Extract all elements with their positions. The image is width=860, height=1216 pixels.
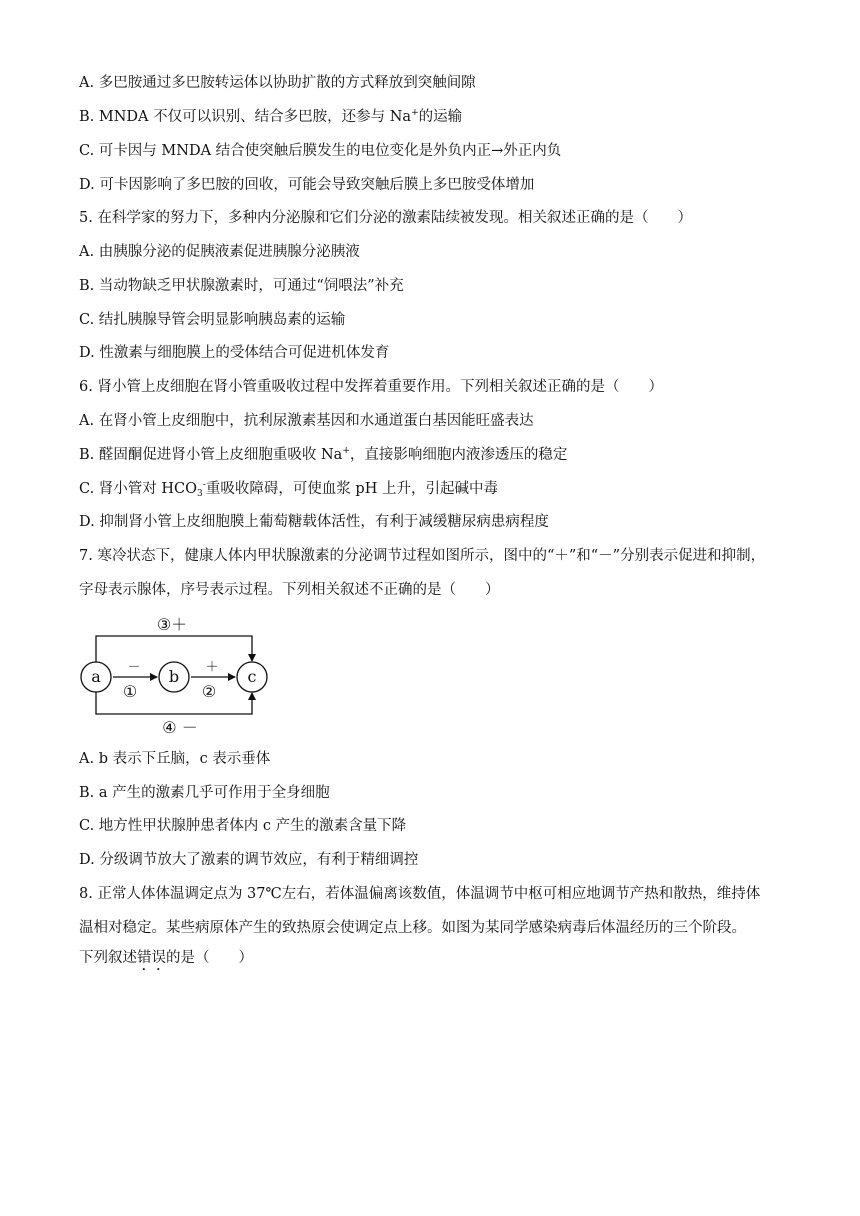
q6-option-a: A. 在肾小管上皮细胞中，抗利尿激素基因和水通道蛋白基因能旺盛表达: [79, 413, 534, 429]
arrow-3-label: ③＋: [156, 615, 188, 634]
node-c-label: c: [247, 667, 257, 686]
q5-option-c: C. 结扎胰腺导管会明显影响胰岛素的运输: [79, 312, 346, 328]
hormone-regulation-diagram: [76, 612, 276, 736]
q5-option-d: D. 性激素与细胞膜上的受体结合可促进机体发育: [79, 345, 390, 361]
q7-stem-line2: 字母表示腺体，序号表示过程。下列相关叙述不正确的是（ ）: [79, 582, 500, 598]
q5-option-a: A. 由胰腺分泌的促胰液素促进胰腺分泌胰液: [79, 244, 360, 260]
q6-option-b: [79, 445, 820, 465]
q6-option-b-text: B. 醛固酮促进肾小管上皮细胞重吸收 Na: [79, 447, 343, 463]
q8-emphasis-word: 错误: [137, 950, 166, 966]
q6-option-b-sup: +: [342, 446, 350, 456]
arrow-1-sign: －: [127, 660, 141, 675]
q8-stem-line2: 温相对稳定。某些病原体产生的致热原会使调定点上移。如图为某同学感染病毒后体温经历的三个阶段。: [79, 920, 746, 936]
q6-option-c-tail: 重吸收障碍，可使血浆 pH 上升，引起碱中毒: [205, 481, 498, 497]
q6-option-c-sup: -: [202, 480, 206, 490]
node-b-label: b: [168, 667, 180, 686]
q6-option-d: D. 抑制肾小管上皮细胞膜上葡萄糖载体活性，有利于减缓糖尿病患病程度: [79, 514, 549, 530]
q4-option-b-text: B. MNDA 不仅可以识别、结合多巴胺，还参与 Na: [79, 109, 412, 125]
node-a-label: a: [91, 667, 101, 686]
q6-stem: 6. 肾小管上皮细胞在肾小管重吸收过程中发挥着重要作用。下列相关叙述正确的是（ ）: [79, 379, 663, 395]
arrow-1-number: ①: [122, 682, 138, 701]
q4-option-b-tail: 的运输: [418, 109, 463, 125]
q4-option-a: A. 多巴胺通过多巴胺转运体以协助扩散的方式释放到突触间隙: [79, 75, 476, 91]
q7-stem-line1: 7. 寒冷状态下，健康人体内甲状腺激素的分泌调节过程如图所示，图中的“＋”和“－”分别表示促进和抑制，: [79, 548, 766, 564]
q5-option-b: B. 当动物缺乏甲状腺激素时，可通过“饲喂法”补充: [79, 278, 404, 294]
q5-stem: 5. 在科学家的努力下，多种内分泌腺和它们分泌的激素陆续被发现。相关叙述正确的是（ ）: [79, 210, 692, 226]
arrow-4-path: [96, 691, 252, 714]
arrow-4-label: ④ －: [162, 718, 198, 736]
q7-option-c: C. 地方性甲状腺肿患者体内 c 产生的激素含量下降: [79, 818, 407, 834]
arrow-2-number: ②: [201, 682, 217, 701]
q4-option-d: D. 可卡因影响了多巴胺的回收，可能会导致突触后膜上多巴胺受体增加: [79, 177, 535, 193]
q4-option-c: C. 可卡因与 MNDA 结合使突触后膜发生的电位变化是外负内正→外正内负: [79, 143, 562, 159]
q6-option-c-text: C. 肾小管对 HCO: [79, 481, 198, 497]
q4-option-b: [79, 107, 820, 127]
arrow-3-path: [96, 636, 252, 663]
q6-option-c-sub: 3: [197, 489, 203, 499]
q4-option-b-sup: +: [411, 108, 419, 118]
q7-option-a: A. b 表示下丘脑，c 表示垂体: [79, 751, 271, 767]
q8-stem-line3-text: 下列叙述: [79, 950, 137, 966]
q8-stem-line3: [79, 948, 820, 974]
q6-option-c: [79, 479, 820, 499]
q8-stem-line1: 8. 正常人体体温调定点为 37℃左右，若体温偏离该数值，体温调节中枢可相应地调节产热和散热，维持体: [79, 886, 761, 902]
q8-stem-line3-tail: 的是（ ）: [166, 950, 253, 966]
arrow-2-sign: ＋: [205, 660, 219, 675]
q6-option-b-tail: ，直接影响细胞内液渗透压的稳定: [349, 447, 568, 463]
q7-option-b: B. a 产生的激素几乎可作用于全身细胞: [79, 785, 330, 801]
q7-option-d: D. 分级调节放大了激素的调节效应，有利于精细调控: [79, 852, 419, 868]
